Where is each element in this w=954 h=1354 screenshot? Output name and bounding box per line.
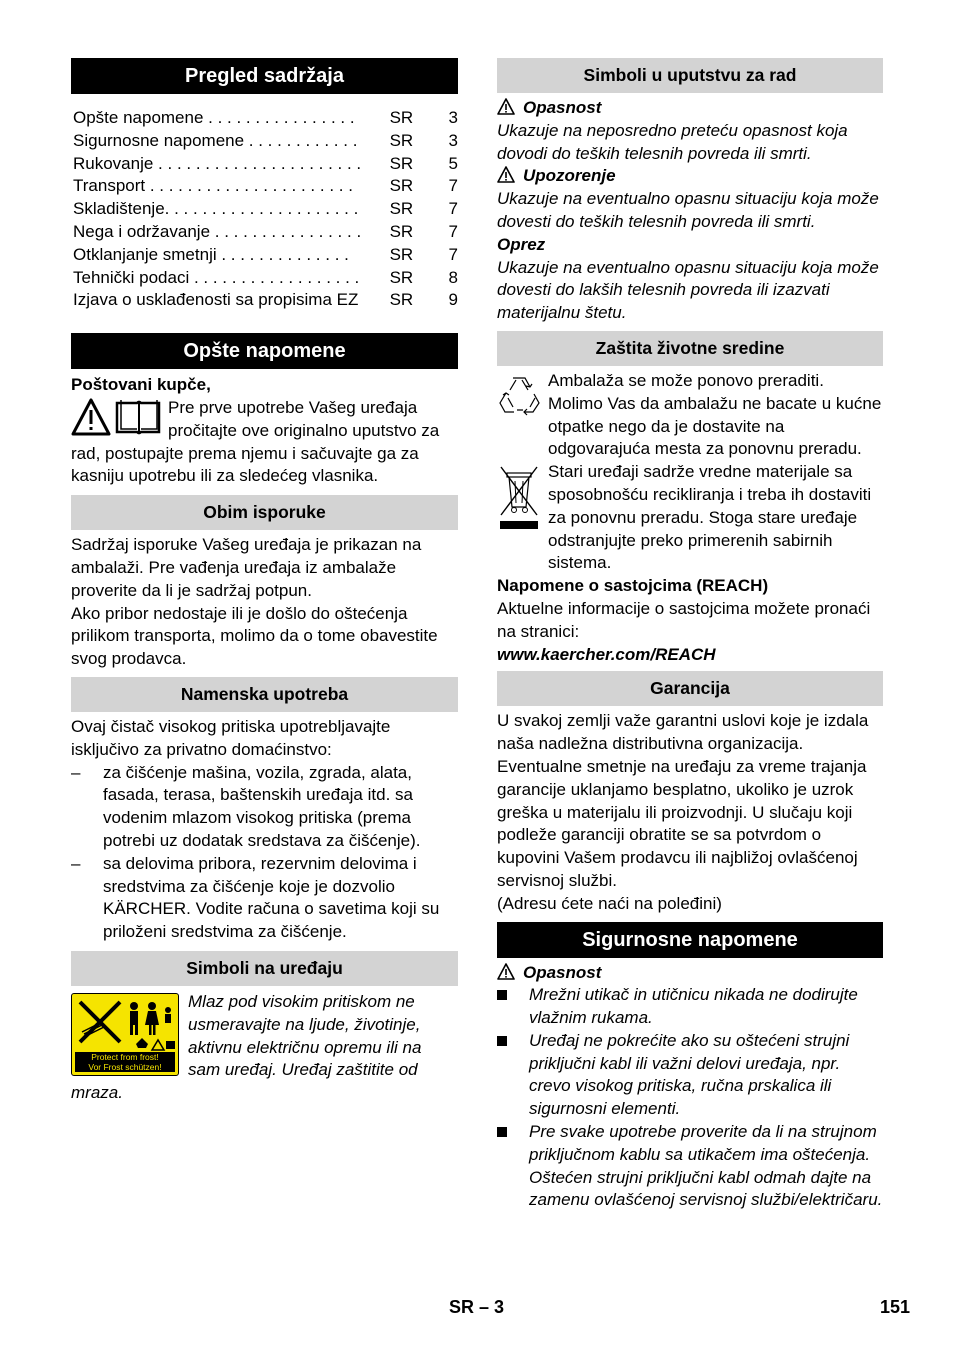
- crossed-bin-icon: [497, 465, 541, 533]
- reach-heading: Napomene o sastojcima (REACH): [497, 576, 769, 596]
- scope-p1: Sadržaj isporuke Vašeg uređaja je prikazan na ambalaži. Pre vađenja uređaja iz ambalaže proverite da li je sadržaj potpun.: [71, 535, 422, 600]
- warning-heading: [497, 165, 883, 188]
- footer-page-number: 151: [879, 1297, 910, 1317]
- list-item: [497, 1030, 883, 1121]
- toc-heading: Pregled sadržaja: [71, 58, 458, 94]
- frost-warning-label: [71, 993, 179, 1076]
- toc-page: 5: [448, 153, 458, 173]
- bullet-square: [497, 1036, 507, 1046]
- scope-p2: Ako pribor nedostaje ili je došlo do oštećenja prilikom transporta, molimo da o tome obavestite svog prodavca.: [71, 603, 438, 669]
- list-item: [71, 853, 458, 944]
- safety-danger-heading: [497, 962, 883, 985]
- toc-title: Izjava o usklađenosti sa propisima EZ: [73, 290, 359, 310]
- toc-row[interactable]: [73, 221, 458, 244]
- label-frost-line-2: Vor Frost schützen!: [75, 1062, 175, 1072]
- label-frost-line-1: Protect from frost!: [75, 1052, 175, 1062]
- reach-link[interactable]: www.kaercher.com/REACH: [497, 644, 716, 664]
- weee-block: [497, 461, 883, 575]
- toc-row[interactable]: [73, 175, 458, 198]
- toc-lang: SR: [389, 176, 414, 196]
- warranty-note: (Adresu ćete naći na poleđini): [497, 893, 722, 913]
- toc-title: Opšte napomene . . . . . . . . . . . . . . . .: [73, 108, 355, 127]
- toc-title: Rukovanje . . . . . . . . . . . . . . . . . . . . . .: [73, 153, 362, 173]
- recycle-icon-wrap: [497, 370, 548, 461]
- right-column: [497, 58, 883, 1212]
- toc-lang: SR: [389, 244, 414, 264]
- weee-icon-wrap: [497, 461, 548, 575]
- warning-label: Upozorenje: [523, 166, 616, 186]
- toc-row[interactable]: [73, 107, 458, 130]
- warning-icon: [497, 166, 515, 183]
- toc-lang: SR: [389, 221, 414, 241]
- list-item-text: za čišćenje mašina, vozila, zgrada, alata, fasada, terasa, baštenskih uređaja itd. sa vodenim mlazom visokog pritiska (prema potrebi uz dodatak sredstava za čišćenje).: [103, 762, 421, 850]
- list-item-text: Pre svake upotrebe proverite da li na strujnom priključnom kablu sa utikačem ima oštećenja. Oštećen strujni priključni kabl odmah dajte na zamenu ovlašćenoj servisnoj službi/električaru.: [529, 1122, 883, 1210]
- caution-label: Oprez: [497, 234, 546, 254]
- list-item: [497, 1121, 883, 1212]
- toc-title: Tehnički podaci . . . . . . . . . . . . . . . . . .: [73, 267, 360, 287]
- danger-text: Ukazuje na neposredno preteću opasnost koja dovodi do teških telesnih povreda ili smrti.: [497, 120, 848, 163]
- list-item-text: Uređaj ne pokrećite ako su oštećeni strujni priključni kabl ili važni delovi uređaja, npr. crevo visokog pritiska, ručna prskalica ili sigurnosni elementi.: [529, 1030, 850, 1119]
- intended-heading: Namenska upotreba: [71, 677, 458, 712]
- safety-danger-label: Opasnost: [523, 962, 602, 982]
- toc-page: 7: [448, 176, 458, 196]
- list-dash: –: [71, 762, 81, 782]
- salutation: Poštovani kupče,: [71, 375, 211, 395]
- warning-text: Ukazuje na eventualno opasnu situaciju koja može dovesti do teških telesnih povreda ili smrti.: [497, 189, 879, 231]
- toc-title: Otklanjanje smetnji . . . . . . . . . . . . . .: [73, 244, 349, 264]
- recycle-block: [497, 370, 883, 461]
- left-column: [71, 58, 458, 1105]
- intro-line-1: Pre prve upotrebe Vašeg uređaja: [168, 397, 418, 417]
- general-intro: [71, 397, 458, 488]
- recycle-text: Ambalaža se može ponovo preraditi. Molimo Vas da ambalažu ne bacate u kućne otpatke nego da je dostavite na odgovarajuća mesta za ponovnu preradu.: [548, 370, 882, 459]
- intro-rest: rad, postupajte prema njemu i sačuvajte ga za kasniju upotrebu ili za sledećeg vlasnika.: [71, 443, 419, 486]
- general-heading: Opšte napomene: [71, 333, 458, 369]
- toc-page: 3: [448, 108, 458, 127]
- toc-lang: SR: [389, 290, 414, 310]
- toc-title: Nega i održavanje . . . . . . . . . . . . . . . .: [73, 221, 362, 241]
- toc-page: 7: [448, 244, 458, 264]
- toc-lang: SR: [389, 199, 414, 219]
- list-dash: –: [71, 853, 81, 873]
- safety-heading: Sigurnosne napomene: [497, 922, 883, 958]
- bullet-square: [497, 990, 507, 1000]
- scope-heading: Obim isporuke: [71, 495, 458, 530]
- toc-row[interactable]: [73, 267, 458, 290]
- toc-page: 3: [448, 130, 458, 150]
- warning-book-icon: [71, 397, 161, 437]
- toc-page: 9: [448, 290, 458, 310]
- list-item: [71, 762, 458, 853]
- toc-row[interactable]: [73, 289, 458, 312]
- manual-symbols-heading: Simboli u uputstvu za rad: [497, 58, 883, 93]
- recycle-icon: [497, 372, 541, 416]
- warranty-heading: Garancija: [497, 671, 883, 706]
- toc-page: 8: [448, 267, 458, 287]
- toc-lang: SR: [389, 153, 414, 173]
- toc-row[interactable]: [73, 198, 458, 221]
- toc-row[interactable]: [73, 130, 458, 153]
- device-symbols-block: [71, 991, 458, 1105]
- device-symbols-text: Mlaz pod visokim pritiskom ne usmeravajte na ljude, životinje, aktivnu električnu opremu ili na sam uređaj. Uređaj zaštitite od mraza.: [71, 991, 422, 1103]
- footer-section: SR – 3: [449, 1297, 505, 1317]
- danger-heading: [497, 97, 883, 120]
- caution-text: Ukazuje na eventualno opasnu situaciju koja može dovesti do lakših telesnih povreda ili izazvati materijalnu štetu.: [497, 257, 879, 323]
- toc-row[interactable]: [73, 244, 458, 267]
- no-spray-icon: [72, 994, 178, 1054]
- list-item-text: sa delovima pribora, rezervnim delovima i sredstvima za čišćenje koje je dozvolio KÄRCHER. Vodite računa o savetima koji su priloženi sredstvima za čišćenje.: [103, 853, 440, 942]
- toc-lang: SR: [389, 267, 414, 287]
- list-item: [497, 984, 883, 1030]
- list-item-text: Mrežni utikač in utičnicu nikada ne dodirujte vlažnim rukama.: [529, 985, 858, 1028]
- toc-title: Skladištenje. . . . . . . . . . . . . . . . . . . . .: [73, 199, 359, 219]
- intro-line-2: pročitajte ove originalno uputstvo za: [168, 420, 440, 440]
- environment-heading: Zaštita životne sredine: [497, 331, 883, 366]
- bullet-square: [497, 1127, 507, 1137]
- warning-icon: [497, 963, 515, 980]
- warranty-text: U svakoj zemlji važe garantni uslovi koje je izdala naša nadležna distributivna organizacija. Eventualne smetnje na uređaju za vreme trajanja garancije uklanjamo besplatno, ukoliko je uzrok greška u materijalu ili proizvodnji. U slučaju koji podleže garanciji obratite se sa potvrdom o kupovini Vašem prodavcu ili najbližoj ovlašćenoj servisnoj službi.: [497, 711, 869, 890]
- reach-text: Aktuelne informacije o sastojcima možete pronaći na stranici:: [497, 598, 871, 641]
- read-manual-icons: [71, 397, 161, 437]
- toc-title: Sigurnosne napomene . . . . . . . . . . . .: [73, 130, 358, 150]
- toc-row[interactable]: [73, 153, 458, 176]
- toc-title: Transport . . . . . . . . . . . . . . . . . . . . . .: [73, 176, 353, 196]
- danger-label: Opasnost: [523, 98, 602, 117]
- toc-lang: SR: [389, 108, 414, 127]
- table-of-contents: [71, 107, 458, 312]
- intended-intro: Ovaj čistač visokog pritiska upotrebljavajte isključivo za privatno domaćinstvo:: [71, 716, 391, 759]
- toc-lang: SR: [389, 130, 414, 150]
- device-symbols-heading: Simboli na uređaju: [71, 951, 458, 986]
- toc-page: 7: [448, 221, 458, 241]
- toc-page: 7: [448, 199, 458, 219]
- weee-text: Stari uređaji sadrže vredne materijale sa sposobnošću recikliranja i treba ih dostaviti za ponovnu preradu. Stoga stare uređaje odstranjujte preko primerenih sabirnih sistema.: [548, 462, 872, 573]
- warning-icon: [497, 98, 515, 115]
